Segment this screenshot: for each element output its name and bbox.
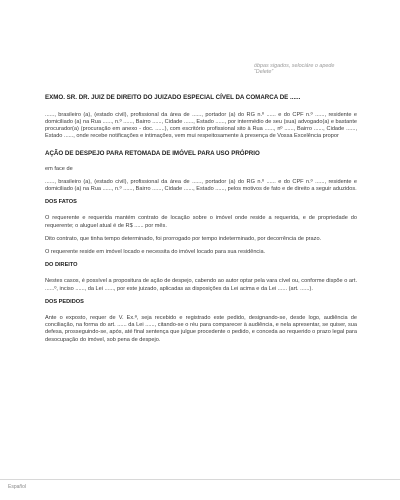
law-paragraph: Nestes casos, é possível a propositura de ação de despejo, cabendo ao autor optar pela vara cível ou, conforme dispõe o art. ......º, inciso ......, da Lei ......, por este juizado, aplicadas as disposições da Lei acima e da Lei ...... (art. ......). (45, 278, 357, 292)
law-heading: DO DIREITO (45, 262, 78, 269)
facts-paragraph-3: O requerente reside em imóvel locado e necessita do imóvel locado para sua residência. (45, 249, 266, 256)
instruction-note: óbpas sigados, selociáre o apede “Delete” (254, 63, 335, 75)
requests-heading: DOS PEDIDOS (45, 298, 84, 305)
document-body (45, 94, 357, 350)
facts-paragraph-2: Dito contrato, que tinha tempo determinado, foi prorrogado por tempo indeterminado, por decorrência de prazo. (45, 235, 322, 242)
requests-paragraph: Ante o exposto, requer de V. Ex.ª, seja recebido e registrado este pedido, designando-se, desde logo, audiência de conciliação, na forma do art. ...... da Lei ......, citando-se o réu para comparecer à audiência, e nela apresentar, se quiser, sua defesa, prosseguindo-se, após, até final sentença que julgue procedente o pedido, e conceda ao requerido o prazo legal para desocupação do imóvel, sob pena de despejo. (45, 315, 357, 343)
against-label: em face de (45, 165, 73, 172)
intro-paragraph: ......, brasileiro (a), (estado civil), profissional da área de ......, portador (a) do RG n.º ...... e do CPF n.º ......, residente e domiciliado (a) na Rua ......, n.º ......, Bairro ......, Cidade ......, Estado ......, por intermédio de seu (sua) advogado(a) e bastante procurador(a) (procuração em anexo - doc. ......), com escritório profissional sito à Rua ......, nº ......, Bairro ......, Cidade ......, Estado ......, onde recebe notificações e intimações, vem mui respeitosamente à presença de Vossa Excelência propor (45, 111, 357, 140)
facts-paragraph-1: O requerente e requerida mantém contrato de locação sobre o imóvel onde reside a requerida, e de propriedade do requerente; o aluguel atual é de R$ ...... por mês. (45, 215, 357, 229)
document-title: EXMO. SR. DR. JUIZ DE DIREITO DO JUIZADO ESPECIAL CÍVEL DA COMARCA DE ...... (45, 94, 301, 101)
facts-heading: DOS FATOS (45, 199, 77, 206)
defendant-paragraph: ......, brasileiro (a), (estado civil), profissional da área de ......, portador (a) do RG n.º ...... e do CPF n.º ......, residente e domiciliado (a) na Rua ......, n.º ......, Bairro ......, Cidade ......, Estado ......, pelos motivos de fato e de direito a seguir aduzidos. (45, 178, 357, 193)
footer-divider (0, 479, 400, 480)
action-title: AÇÃO DE DESPEJO PARA RETOMADA DE IMÓVEL PARA USO PRÓPRIO (45, 150, 260, 158)
language-link[interactable]: Español (8, 484, 27, 490)
